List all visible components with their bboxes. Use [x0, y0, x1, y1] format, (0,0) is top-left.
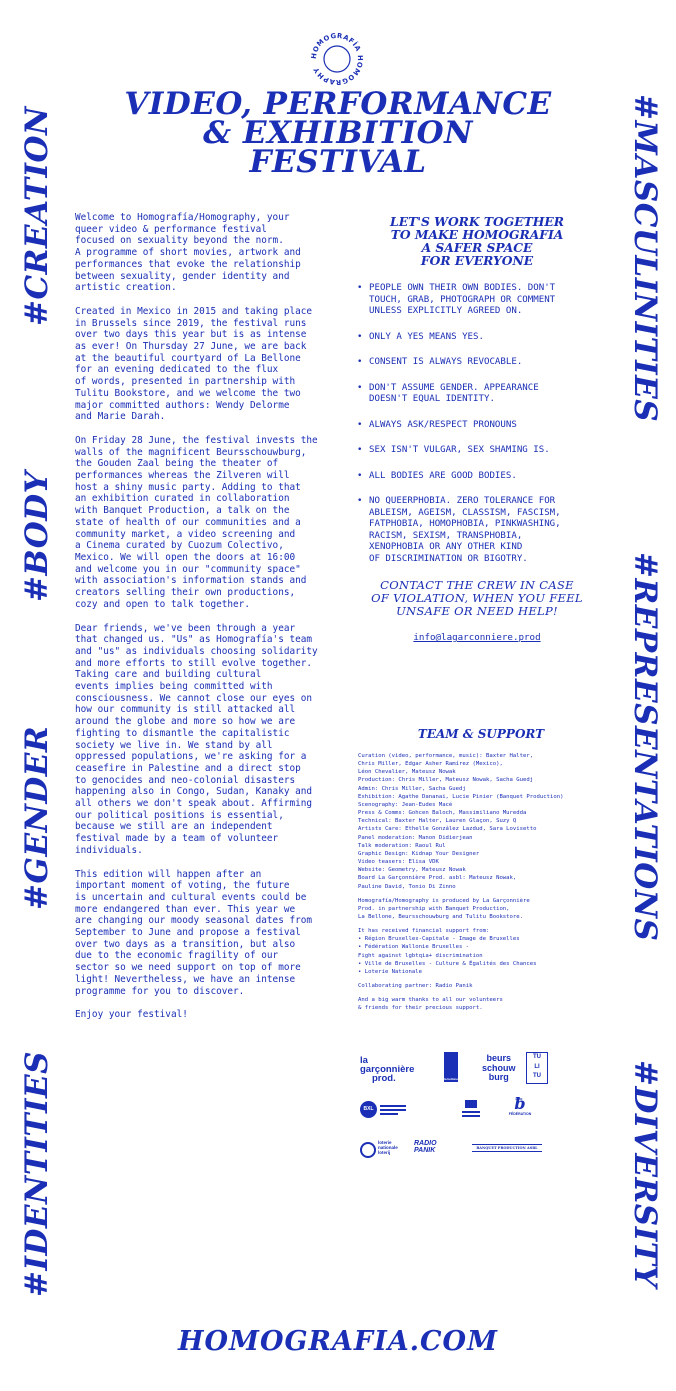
intro-paragraph: On Friday 28 June, the festival invests the walls of the magnificent Beursschouwburg, the Gouden Zaal being the theater of performances whereas the Zilveren will host a shiny music party. Adding to that an exhibition curated in collaboration with Banquet Production, a talk on the state of health of our communities and a community market, a video screening and a Cinema curated by Cuozum Colectivo, Mexico. We will open the doors at 16:00 and welcome you in our "community space" with association's information stands and creators selling their own productions, cozy and open to talk together.	[75, 434, 318, 610]
team-credits-list: Curation (video, performance, music): Baxter Halter, Chris Miller, Edgar Asher Ramírez (Mexico), Léon Chevalier, Mateusz Nowak Production: Chris Miller, Mateusz Nowak, Sacha Guedj Admin: Chris Miller, Sacha Guedj Exhibition: Agathe Dananai, Lucie Pinier (Banquet Production) Scenography: Jean-Eudes Macé Press & Comms: Gohcen Baloch, Massimiliano Muredda Technical: Baxter Halter, Lauren Glaçon, Suzy Q Artists Care: Ethelle González Lazdud, Sara Lovisetto Panel moderation: Manon Didierjean Talk moderation: Raoul Rul Graphic Design: Kidnap Your Designer Video teasers: Elisa VDK Website: Geometry, Mateusz Nowak Board La Garçonnière Prod. asbl: Mateusz Nowak, Pauline David, Tonio Di Zinno	[358, 753, 564, 890]
bellone-logo	[444, 1052, 458, 1082]
title-line-3: FESTIVAL	[249, 144, 427, 180]
brussels-region-logo	[380, 1103, 406, 1117]
loterie-logo	[378, 1140, 398, 1155]
logo-text: TU	[533, 1073, 541, 1079]
page-title	[0, 86, 676, 180]
tag-body: #BODY	[19, 470, 55, 602]
logo-text: schouw	[482, 1062, 516, 1073]
rule-item: • PEOPLE OWN THEIR OWN BODIES. DON'T TOUCH, GRAB, PHOTOGRAPH OR COMMENT UNLESS EXPLICITLY AGREED ON.	[357, 283, 597, 318]
contact-crew-heading: CONTACT THE CREW IN CASE OF VIOLATION, WHEN YOU FEEL UNSAFE OR NEED HELP!	[371, 578, 583, 618]
logo-text: burg	[488, 1072, 509, 1082]
rule-item: • SEX ISN'T VULGAR, SEX SHAMING IS.	[357, 445, 597, 457]
logo-text: la	[360, 1055, 368, 1066]
banquet-production-logo: BANQUET PRODUCTION ASBL	[472, 1144, 542, 1152]
garconniere-logo	[360, 1056, 414, 1083]
logo-text: TU	[533, 1054, 541, 1060]
intro-paragraph: Created in Mexico in 2015 and taking place in Brussels since 2019, the festival runs over two days this year but is as intense as ever! On Thursday 27 June, we are back at the beautiful courtyard of La Bellone for an evening dedicated to the flux of words, presented in partnership with Tulitu Bookstore, and we welcome the two major committed authors: Wendy Delorme and Marie Darah.	[75, 305, 313, 423]
logo-text: LI	[534, 1063, 540, 1070]
bxl-logo: BXL	[360, 1101, 377, 1118]
logo-text: garçonnière	[360, 1064, 415, 1075]
logo-text: RADIO	[414, 1140, 437, 1147]
svg-text:HOMOGRAFÍA HOMOGRAPHY	[310, 32, 364, 86]
loterie-circle-icon	[360, 1142, 376, 1158]
logo-text: la bellone	[444, 1077, 458, 1081]
rule-item: • ALWAYS ASK/RESPECT PRONOUNS	[357, 420, 597, 432]
radio-panik-logo	[414, 1140, 437, 1154]
logo-text: nationale	[378, 1145, 398, 1150]
intro-paragraph: This edition will happen after an important moment of voting, the future is uncertain and cultural events could be more endangered than ever. This year we are changing our moody seasonal dates from September to June and propose a festival over two days as a transition, but also due to the economic fragility of our sector so we need support on top of more light! Nevertheless, we have an intense programme for you to discover.	[75, 868, 313, 997]
festival-seal-logo	[309, 31, 365, 87]
rule-item: • CONSENT IS ALWAYS REVOCABLE.	[357, 357, 597, 369]
team-produced-by: Homografía/Homography is produced by La Garçonnière Prod. in partnership with Banquet Production, La Bellone, Beursschouwburg and Tulitu Bookstore.	[358, 897, 530, 920]
logo-text: loterie	[378, 1140, 392, 1145]
tag-creation: #CREATION	[19, 106, 55, 326]
logo-text: loterij	[378, 1150, 391, 1155]
tag-masculinities: #MASCULINITIES	[627, 94, 663, 423]
team-thanks: And a big warm thanks to all our volunteers & friends for their precious support.	[358, 997, 503, 1012]
logo-text: PANIK	[414, 1147, 436, 1154]
team-financial-support: It has received financial support from: • Région Bruxelles-Capitale - Image de Bruxelles • Fédération Wallonie Bruxelles - Fight against lgbtqia+ discrimination • Ville de Bruxelles - Culture & Égalités des Chances • Loterie Nationale	[358, 928, 537, 975]
rule-item: • ALL BODIES ARE GOOD BODIES.	[357, 471, 597, 483]
tulitu-logo	[526, 1052, 548, 1084]
intro-text	[75, 212, 327, 1033]
intro-paragraph: Dear friends, we've been through a year that changed us. "Us" as Homografía's team and "us" as individuals choosing solidarity and more efforts to still evolve together. Taking care and building cultural events implies being committed with consciousness. We cannot close our eyes on how our community is still attacked all around the globe and more so how we are fighting to dismantle the capitalistic society we live in. We stand by all oppressed populations, we're asking for a ceasefire in Palestine and a direct stop to genocides and neo-colonial disasters happening also in Congo, Sudan, Kanaky and all others we don't speak about. Affirming our political positions is essential, because we still are an independent festival made by a team of volunteer individuals.	[75, 622, 318, 856]
fwb-mark: ƀ	[514, 1094, 526, 1113]
title-line-1: VIDEO, PERFORMANCE	[124, 86, 552, 122]
intro-paragraph: Enjoy your festival!	[75, 1009, 188, 1021]
tag-representations: #REPRESENTATIONS	[627, 552, 663, 942]
logo-text: prod.	[372, 1073, 396, 1084]
safer-space-heading: LET'S WORK TOGETHER TO MAKE HOMOGRAFIA A SAFER SPACE FOR EVERYONE	[390, 214, 564, 268]
seal-text: HOMOGRAFÍA HOMOGRAPHY	[309, 31, 365, 87]
rule-item: • NO QUEERPHOBIA. ZERO TOLERANCE FOR ABLEISM, AGEISM, CLASSISM, FASCISM, FATPHOBIA, HOMOPHOBIA, PINKWASHING, RACISM, SEXISM, TRANSPHOBIA, XENOPHOBIA OR ANY OTHER KIND OF DISCRIMINATION OR BIGOTRY.	[357, 496, 597, 565]
rule-item: • DON'T ASSUME GENDER. APPEARANCE DOESN'T EQUAL IDENTITY.	[357, 383, 597, 406]
team-credits	[358, 752, 598, 1019]
team-support-heading: TEAM & SUPPORT	[417, 727, 545, 741]
safer-space-rules	[357, 283, 597, 565]
intro-paragraph: Welcome to Homografía/Homography, your queer video & performance festival focused on sexuality beyond the norm. A programme of short movies, artwork and performances that evoke the relationship between sexuality, gender identity and artistic creation.	[75, 212, 301, 294]
tag-identities: #IDENTITIES	[19, 1051, 55, 1297]
logo-text: beurs	[486, 1053, 512, 1063]
website-footer[interactable]: HOMOGRAFIA.COM	[178, 1326, 498, 1357]
rule-item: • ONLY A YES MEANS YES.	[357, 332, 597, 344]
tag-diversity: #DIVERSITY	[627, 1060, 663, 1288]
contact-email-link[interactable]: info@lagarconniere.prod	[413, 632, 541, 643]
tag-gender: #GENDER	[19, 725, 55, 910]
title-line-2: & EXHIBITION	[203, 115, 473, 151]
brussels-city-logo	[462, 1100, 480, 1118]
partner-logos	[358, 1052, 598, 1172]
team-collaborating-partner: Collaborating partner: Radio Panik	[358, 983, 473, 990]
beurschouwburg-logo	[482, 1054, 516, 1083]
logo-text: FÉDÉRATION	[508, 1112, 532, 1116]
safer-space-section	[357, 215, 597, 643]
federation-wallonie-logo	[500, 1096, 540, 1116]
